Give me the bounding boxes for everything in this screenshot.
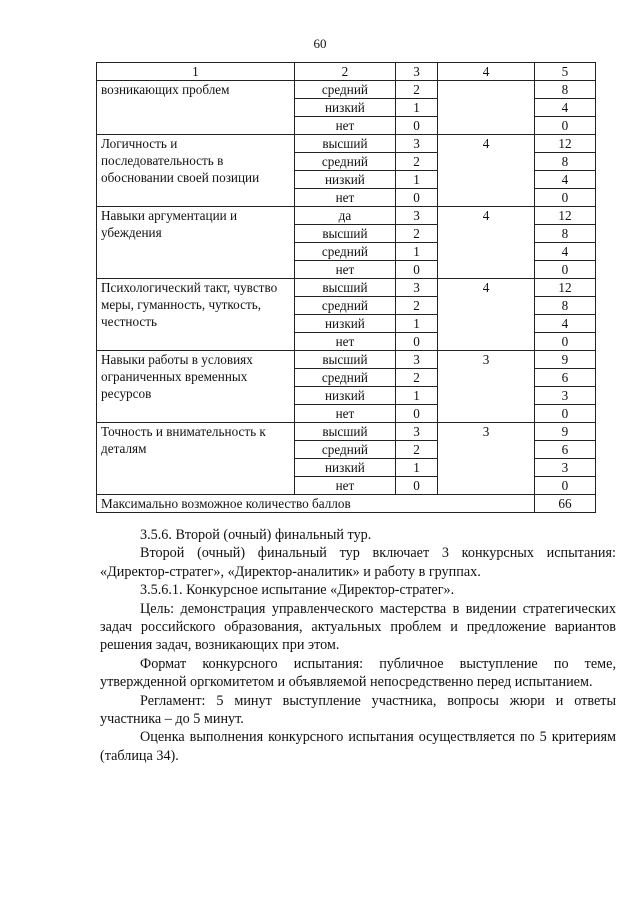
level-cell: средний bbox=[294, 153, 395, 171]
total-cell: 4 bbox=[534, 243, 595, 261]
level-cell: средний bbox=[294, 297, 395, 315]
criterion-cell: Точность и внимательность к деталям bbox=[97, 423, 295, 495]
max-points-cell: 4 bbox=[438, 135, 535, 207]
total-cell: 0 bbox=[534, 117, 595, 135]
total-cell: 0 bbox=[534, 189, 595, 207]
score-cell: 2 bbox=[395, 225, 437, 243]
criterion-cell: Логичность и последовательность в обосновании своей позиции bbox=[97, 135, 295, 207]
paragraph: Второй (очный) финальный тур включает 3 конкурсных испытания: «Директор-стратег», «Директор-аналитик» и работу в группах. bbox=[100, 545, 616, 580]
score-cell: 2 bbox=[395, 297, 437, 315]
level-cell: средний bbox=[294, 243, 395, 261]
level-cell: высший bbox=[294, 225, 395, 243]
criterion-cell: Навыки работы в условиях ограниченных временных ресурсов bbox=[97, 351, 295, 423]
max-points-cell: 3 bbox=[438, 351, 535, 423]
paragraph: Формат конкурсного испытания: публичное выступление по теме, утвержденной оргкомитетом и объявляемой непосредственно перед испытанием. bbox=[100, 655, 616, 691]
max-score-label: Максимально возможное количество баллов bbox=[97, 495, 535, 513]
total-cell: 8 bbox=[534, 225, 595, 243]
header-cell: 2 bbox=[294, 63, 395, 81]
table-footer-row bbox=[97, 495, 596, 513]
total-cell: 4 bbox=[534, 315, 595, 333]
total-cell: 4 bbox=[534, 99, 595, 117]
score-cell: 0 bbox=[395, 405, 437, 423]
score-cell: 2 bbox=[395, 369, 437, 387]
max-points-cell: 4 bbox=[438, 279, 535, 351]
paragraph: Регламент: 5 минут выступление участника, вопросы жюри и ответы участника – до 5 минут. bbox=[100, 692, 616, 728]
section-heading: 3.5.6. Второй (очный) финальный тур. bbox=[140, 527, 372, 543]
score-cell: 2 bbox=[395, 441, 437, 459]
total-cell: 12 bbox=[534, 279, 595, 297]
paragraph: Цель: демонстрация управленческого мастерства в видении стратегических задач российского образования, актуальных проблем и предложение вариантов решения задач, возникающих при этом. bbox=[100, 600, 616, 654]
header-cell: 5 bbox=[534, 63, 595, 81]
max-points-cell bbox=[438, 81, 535, 135]
score-cell: 3 bbox=[395, 279, 437, 297]
header-cell: 1 bbox=[97, 63, 295, 81]
total-cell: 12 bbox=[534, 135, 595, 153]
score-cell: 3 bbox=[395, 135, 437, 153]
criterion-cell: Навыки аргументации и убеждения bbox=[97, 207, 295, 279]
level-cell: средний bbox=[294, 81, 395, 99]
subsection-heading: 3.5.6.1. Конкурсное испытание «Директор-стратег». bbox=[140, 582, 455, 599]
score-cell: 0 bbox=[395, 189, 437, 207]
level-cell: нет bbox=[294, 405, 395, 423]
total-cell: 0 bbox=[534, 333, 595, 351]
total-cell: 8 bbox=[534, 153, 595, 171]
total-cell: 4 bbox=[534, 171, 595, 189]
total-cell: 12 bbox=[534, 207, 595, 225]
score-cell: 1 bbox=[395, 171, 437, 189]
max-points-cell: 3 bbox=[438, 423, 535, 495]
total-cell: 3 bbox=[534, 387, 595, 405]
table-header-row bbox=[97, 63, 596, 81]
max-score-value: 66 bbox=[534, 495, 595, 513]
level-cell: нет bbox=[294, 477, 395, 495]
score-cell: 1 bbox=[395, 387, 437, 405]
level-cell: нет bbox=[294, 189, 395, 207]
score-cell: 1 bbox=[395, 459, 437, 477]
level-cell: низкий bbox=[294, 459, 395, 477]
table-row bbox=[97, 207, 596, 225]
total-cell: 8 bbox=[534, 81, 595, 99]
body-text bbox=[100, 526, 616, 765]
level-cell: нет bbox=[294, 117, 395, 135]
level-cell: средний bbox=[294, 369, 395, 387]
score-cell: 1 bbox=[395, 243, 437, 261]
level-cell: нет bbox=[294, 333, 395, 351]
score-cell: 0 bbox=[395, 261, 437, 279]
table-row bbox=[97, 351, 596, 369]
score-cell: 0 bbox=[395, 117, 437, 135]
table-row bbox=[97, 279, 596, 297]
criterion-cell: возникающих проблем bbox=[97, 81, 295, 135]
level-cell: высший bbox=[294, 423, 395, 441]
header-cell: 3 bbox=[395, 63, 437, 81]
criterion-cell: Психологический такт, чувство меры, гуманность, чуткость, честность bbox=[97, 279, 295, 351]
total-cell: 0 bbox=[534, 477, 595, 495]
score-cell: 0 bbox=[395, 477, 437, 495]
level-cell: да bbox=[294, 207, 395, 225]
total-cell: 6 bbox=[534, 441, 595, 459]
level-cell: низкий bbox=[294, 315, 395, 333]
score-cell: 1 bbox=[395, 99, 437, 117]
level-cell: низкий bbox=[294, 99, 395, 117]
paragraph: Оценка выполнения конкурсного испытания осуществляется по 5 критериям (таблица 34). bbox=[100, 729, 616, 764]
table-row bbox=[97, 423, 596, 441]
level-cell: высший bbox=[294, 351, 395, 369]
score-cell: 0 bbox=[395, 333, 437, 351]
score-cell: 2 bbox=[395, 81, 437, 99]
level-cell: низкий bbox=[294, 171, 395, 189]
level-cell: нет bbox=[294, 261, 395, 279]
level-cell: высший bbox=[294, 279, 395, 297]
score-cell: 3 bbox=[395, 423, 437, 441]
max-points-cell: 4 bbox=[438, 207, 535, 279]
table-row bbox=[97, 135, 596, 153]
total-cell: 9 bbox=[534, 351, 595, 369]
header-cell: 4 bbox=[438, 63, 535, 81]
total-cell: 0 bbox=[534, 261, 595, 279]
level-cell: высший bbox=[294, 135, 395, 153]
score-cell: 2 bbox=[395, 153, 437, 171]
level-cell: низкий bbox=[294, 387, 395, 405]
total-cell: 3 bbox=[534, 459, 595, 477]
page-number: 60 bbox=[313, 36, 327, 51]
table-row bbox=[97, 81, 596, 99]
score-cell: 3 bbox=[395, 351, 437, 369]
total-cell: 6 bbox=[534, 369, 595, 387]
total-cell: 9 bbox=[534, 423, 595, 441]
total-cell: 0 bbox=[534, 405, 595, 423]
score-cell: 1 bbox=[395, 315, 437, 333]
total-cell: 8 bbox=[534, 297, 595, 315]
score-cell: 3 bbox=[395, 207, 437, 225]
level-cell: средний bbox=[294, 441, 395, 459]
criteria-table bbox=[96, 62, 596, 513]
